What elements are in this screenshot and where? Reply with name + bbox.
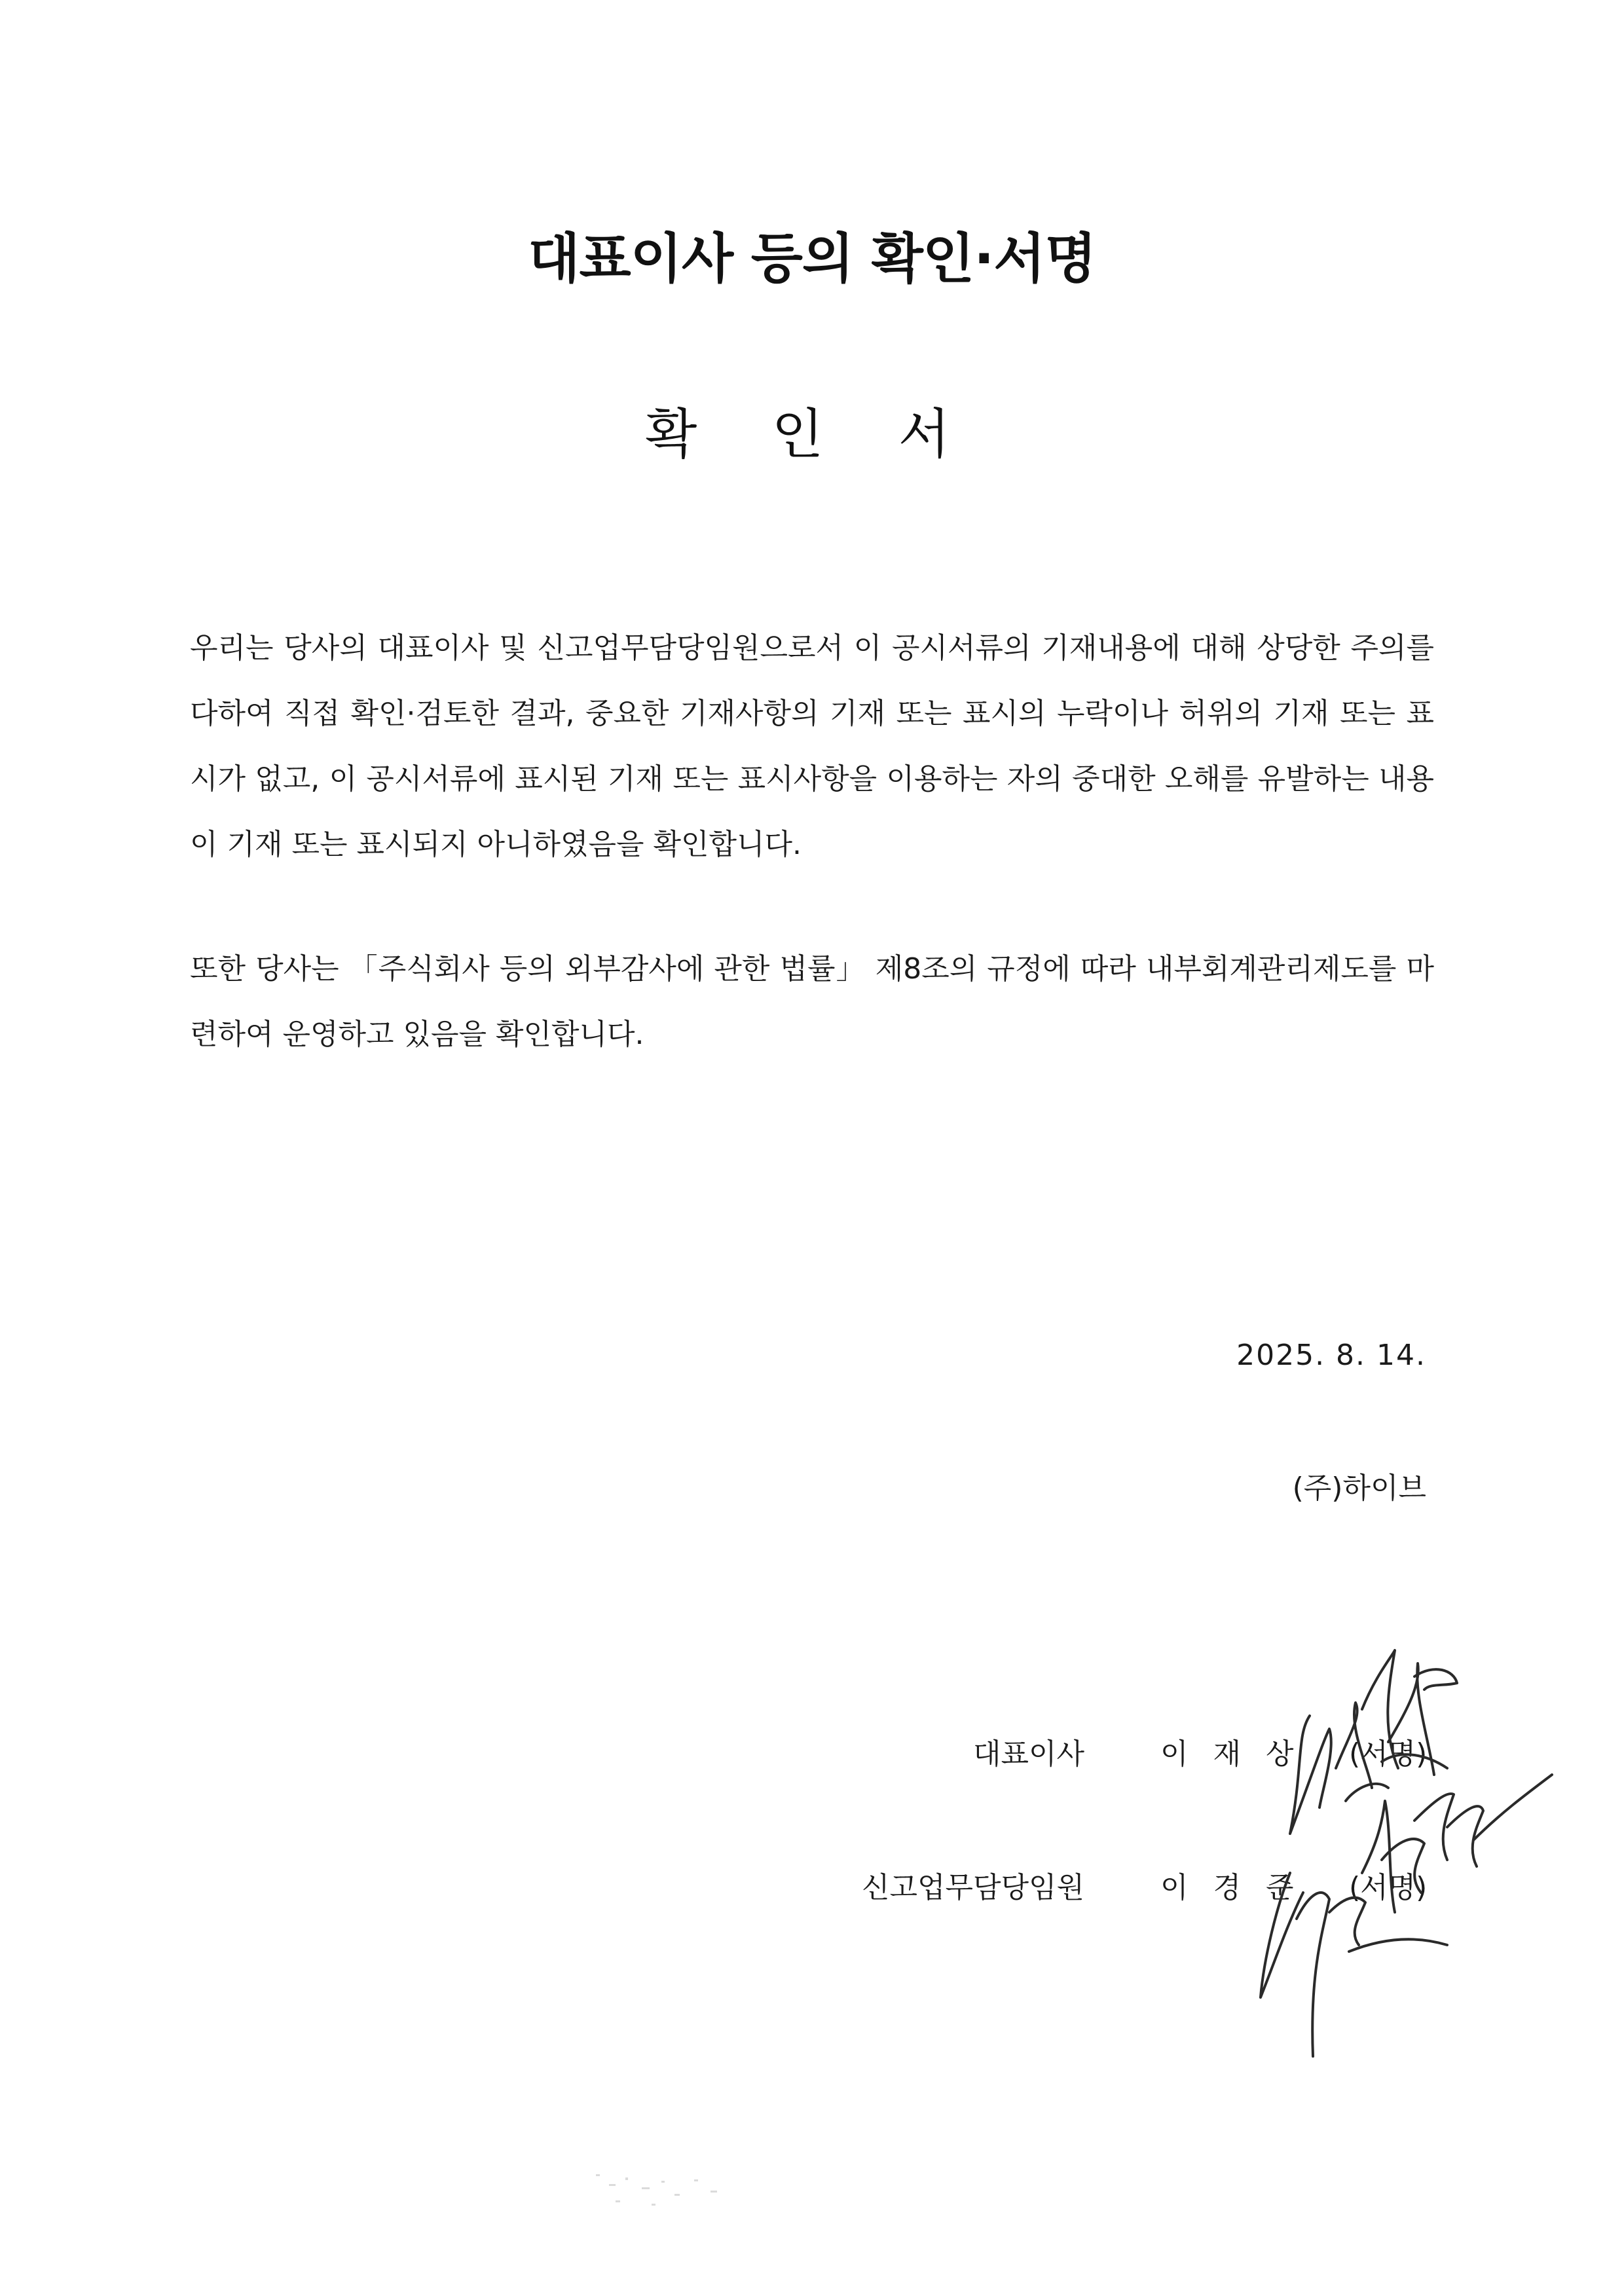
signatory-name: 이 재 상 <box>1160 1737 1302 1771</box>
signatory-role: 대표이사 <box>972 1737 1084 1771</box>
document-date: 2025. 8. 14. <box>1236 1339 1426 1372</box>
signatory-role: 신고업무담당임원 <box>861 1871 1084 1904</box>
signatory-row-ceo <box>0 1730 1624 1769</box>
officer-handwritten-signature <box>1251 1762 1559 2063</box>
signature-mark-label: (서명) <box>1349 1871 1428 1904</box>
document-subtitle: 확 인 서 <box>645 403 979 466</box>
company-name: (주)하이브 <box>1292 1472 1426 1505</box>
confirmation-paragraph: 우리는 당사의 대표이사 및 신고업무담당임원으로서 이 공시서류의 기재내용에 대해 상당한 주의를 다하여 직접 확인·검토한 결과, 중요한 기재사항의 기재 또는 표시의 누락이나 허위의 기재 또는 표시가 없고, 이 공시서류에 표시된 기재 또는 표시사항을 이용하는 자의 중대한 오해를 유발하는 내용이 기재 또는 표시되지 아니하였음을 확인합니다. <box>190 631 1434 861</box>
signature-mark-label: (서명) <box>1349 1737 1428 1771</box>
signatory-name: 이 경 준 <box>1160 1871 1302 1904</box>
signatory-row-disclosure-officer <box>0 1864 1624 1903</box>
internal-control-paragraph: 또한 당사는 「주식회사 등의 외부감사에 관한 법률」 제8조의 규정에 따라 내부회계관리제도를 마련하여 운영하고 있음을 확인합니다. <box>190 952 1434 1051</box>
document-title: 대표이사 등의 확인·서명 <box>528 228 1096 290</box>
scan-speckle-artifact <box>589 2161 747 2220</box>
